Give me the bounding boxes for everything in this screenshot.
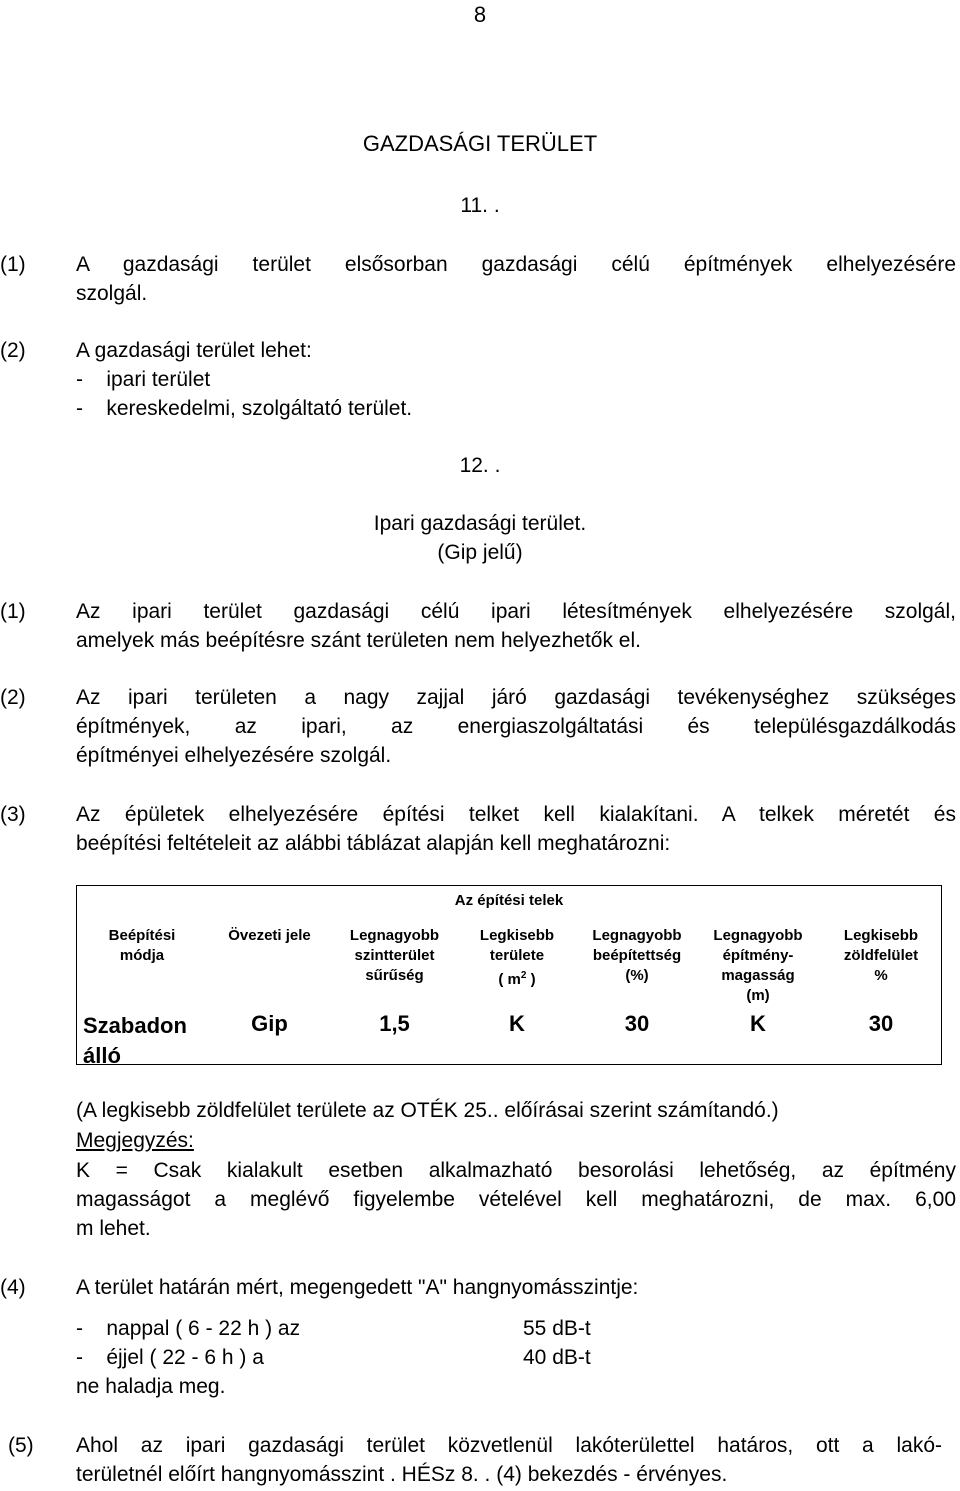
header-text: %: [874, 967, 888, 984]
building-plot-table: [76, 885, 942, 1068]
section-12-number: 12. .: [459, 454, 501, 477]
s11-p1-line1: A gazdasági terület elsősorban gazdasági célú építmények elhelyezésére: [76, 253, 956, 276]
cell-density: 1,5: [379, 1011, 410, 1036]
p4-day-label: - nappal ( 6 - 22 h ) az: [76, 1317, 301, 1340]
section-11-number: 11. .: [460, 194, 500, 217]
s12-p3-line2: beépítési feltételeit az alábbi táblázat alapján kell meghatározni:: [76, 832, 671, 855]
p4-end: ne haladja meg.: [76, 1375, 226, 1398]
p4-line1: A terület határán mért, megengedett "A" hangnyomásszintje:: [76, 1276, 639, 1299]
header-text: Legnagyobb: [713, 927, 803, 944]
p5-line1: Ahol az ipari gazdasági terület közvetlenül lakóterülettel határos, ott a lakó-: [76, 1434, 942, 1457]
page-title: GAZDASÁGI TERÜLET: [362, 131, 598, 156]
s11-p2-item1: - ipari terület: [76, 368, 211, 391]
note-label: Megjegyzés:: [76, 1129, 194, 1152]
note-after-table: (A legkisebb zöldfelület területe az OTÉK 25.. előírásai szerint számítandó.): [76, 1099, 779, 1122]
header-max-height: [697, 926, 819, 1006]
s12-p3-line1: Az épületek elhelyezésére építési telket kell kialakítani. A telkek méretét és: [76, 803, 956, 826]
cell-area: K: [509, 1011, 525, 1036]
cell-coverage: 30: [624, 1011, 650, 1036]
header-text: Legkisebb: [479, 927, 555, 944]
note-k-line2: magasságot a meglévő figyelembe vételével kell meghatározni, de max. 6,00: [76, 1188, 956, 1211]
header-building-mode: [77, 926, 207, 966]
section-12-subheading: (Gip jelű): [437, 541, 523, 564]
header-text: magasság: [721, 967, 795, 984]
note-k-line1: K = Csak kialakult esetben alkalmazható besorolási lehetőség, az építmény: [76, 1159, 956, 1182]
header-min-area: [457, 926, 577, 990]
header-zone-mark: [207, 926, 332, 946]
s11-p2-item2: - kereskedelmi, szolgáltató terület.: [76, 397, 413, 420]
p4-night-value: 40 dB-t: [523, 1346, 591, 1369]
cell-green: 30: [868, 1011, 894, 1036]
header-text: sűrűség: [365, 967, 424, 984]
s11-p2-line1: A gazdasági terület lehet:: [76, 339, 312, 362]
s12-p1-number: (1): [0, 600, 26, 623]
header-max-density: [332, 926, 457, 986]
s11-p2-number: (2): [0, 339, 26, 362]
header-text: Legnagyobb: [592, 927, 682, 944]
s11-p1-number: (1): [0, 253, 26, 276]
header-text: ): [526, 971, 536, 988]
s12-p1-line2: amelyek más beépítésre szánt területen nem helyezhetők el.: [76, 629, 641, 652]
s12-p2-line1: Az ipari területen a nagy zajjal járó gazdasági tevékenységhez szükséges: [76, 686, 956, 709]
section-12-heading: Ipari gazdasági terület.: [373, 512, 587, 535]
cell-text: álló: [83, 1043, 121, 1068]
header-text: építmény-: [722, 947, 794, 964]
header-text: Legnagyobb: [349, 927, 440, 944]
cell-height: K: [750, 1011, 766, 1036]
cell-text: Szabadon: [83, 1013, 187, 1038]
p5-line2: területnél előírt hangnyomásszint . HÉSz 8. . (4) bekezdés - érvényes.: [76, 1463, 728, 1486]
header-text: szintterület: [354, 947, 435, 964]
s12-p2-number: (2): [0, 686, 26, 709]
table-group-header: Az építési telek: [454, 892, 564, 909]
s12-p1-line1: Az ipari terület gazdasági célú ipari létesítmények elhelyezésére szolgál,: [76, 600, 956, 623]
p5-number: (5): [8, 1434, 34, 1457]
header-superscript: 2: [520, 970, 527, 981]
header-text: Beépítési: [108, 927, 176, 944]
header-text: (%): [625, 967, 649, 984]
s12-p2-line2: építmények, az ipari, az energiaszolgáltatási és településgazdálkodás: [76, 715, 956, 738]
s12-p2-line3: építményei elhelyezésére szolgál.: [76, 744, 392, 767]
cell-zone: Gip: [251, 1011, 288, 1036]
header-min-green: [819, 926, 943, 986]
p4-day-value: 55 dB-t: [523, 1317, 591, 1340]
note-k-line3: m lehet.: [76, 1217, 151, 1240]
s12-p3-number: (3): [0, 803, 26, 826]
header-area-unit: [457, 966, 577, 990]
page-number: 8: [473, 2, 487, 27]
header-text: ( m: [498, 971, 521, 988]
header-text: (m): [746, 987, 770, 1004]
header-text: Legkisebb: [843, 927, 919, 944]
header-text: Övezeti jele: [228, 927, 311, 944]
p4-number: (4): [0, 1276, 26, 1299]
header-text: módja: [119, 947, 165, 964]
header-text: zöldfelület: [843, 947, 919, 964]
p4-night-label: - éjjel ( 22 - 6 h ) a: [76, 1346, 264, 1369]
header-text: területe: [489, 947, 545, 964]
header-max-coverage: [577, 926, 697, 986]
header-text: beépítettség: [592, 947, 682, 964]
s11-p1-line2: szolgál.: [76, 282, 148, 305]
cell-building-mode: [83, 1011, 187, 1071]
